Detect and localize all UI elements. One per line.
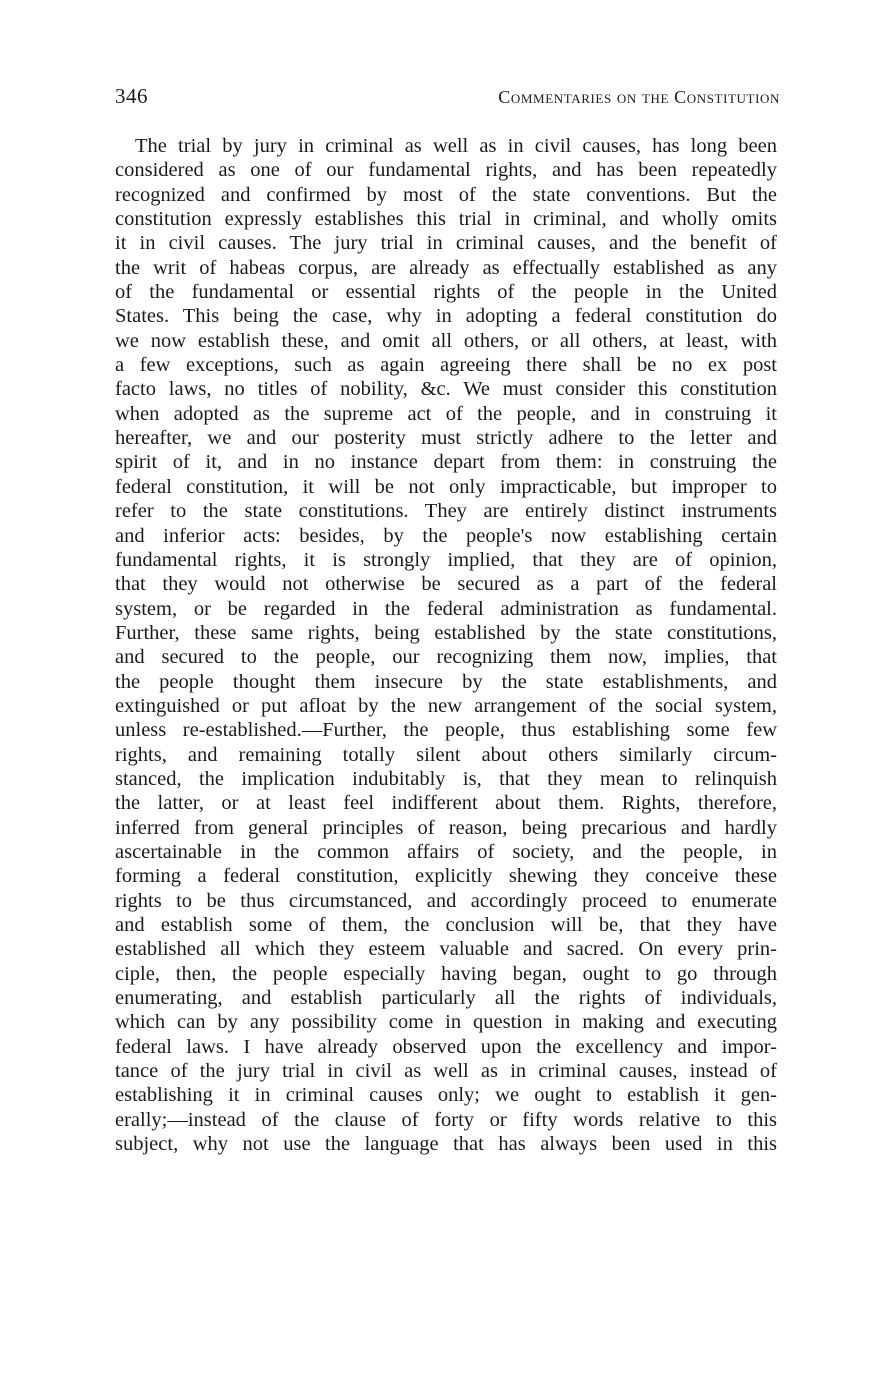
text-line: federal laws. I have already observed upon the excellency and impor- <box>115 1035 777 1058</box>
text-line: constitution expressly establishes this trial in criminal, and wholly omits <box>115 208 777 231</box>
text-line: inferred from general principles of reason, being precarious and hardly <box>115 816 777 839</box>
text-line: of the fundamental or essential rights of the people in the United <box>115 281 777 304</box>
text-line: and inferior acts: besides, by the people's now establishing certain <box>115 524 777 547</box>
text-line: ascertainable in the common affairs of society, and the people, in <box>115 840 777 863</box>
text-line: federal constitution, it will be not only impracticable, but improper to <box>115 475 777 498</box>
text-line: which can by any possibility come in question in making and executing <box>115 1011 777 1034</box>
text-line: Further, these same rights, being established by the state constitutions, <box>115 621 777 644</box>
text-line: rights, and remaining totally silent about others similarly circum- <box>115 743 777 766</box>
page-number: 346 <box>115 84 148 108</box>
text-line: subject, why not use the language that has always been used in this <box>115 1133 777 1156</box>
text-line: established all which they esteem valuable and sacred. On every prin- <box>115 938 777 961</box>
text-line: spirit of it, and in no instance depart from them: in construing the <box>115 451 777 474</box>
text-line: stanced, the implication indubitably is, that they mean to relinquish <box>115 767 777 790</box>
text-line: we now establish these, and omit all others, or all others, at least, with <box>115 329 777 352</box>
text-line: forming a federal constitution, explicitly shewing they conceive these <box>115 865 777 888</box>
text-line: ciple, then, the people especially having began, ought to go through <box>115 962 777 985</box>
text-line: tance of the jury trial in civil as well as in criminal causes, instead of <box>115 1060 777 1083</box>
text-line: the people thought them insecure by the state establishments, and <box>115 670 777 693</box>
text-line: erally;—instead of the clause of forty or fifty words relative to this <box>115 1108 777 1131</box>
text-line: considered as one of our fundamental rights, and has been repeatedly <box>115 159 777 182</box>
text-line: that they would not otherwise be secured as a part of the federal <box>115 573 777 596</box>
text-line: fundamental rights, it is strongly implied, that they are of opinion, <box>115 548 777 571</box>
text-line: States. This being the case, why in adopting a federal constitution do <box>115 305 777 328</box>
text-line: and establish some of them, the conclusion will be, that they have <box>115 914 777 936</box>
text-line: the writ of habeas corpus, are already as effectually established as any <box>115 256 777 279</box>
body-paragraph <box>115 134 777 1156</box>
text-line: system, or be regarded in the federal administration as fundamental. <box>115 597 777 620</box>
text-line: extinguished or put afloat by the new arrangement of the social system, <box>115 694 777 717</box>
running-title: Commentaries on the Constitution <box>498 87 780 107</box>
text-line: facto laws, no titles of nobility, &c. We must consider this constitution <box>115 378 777 401</box>
text-line: when adopted as the supreme act of the people, and in construing it <box>115 402 777 425</box>
text-line: recognized and confirmed by most of the state conventions. But the <box>115 183 777 206</box>
text-line: enumerating, and establish particularly all the rights of individuals, <box>115 987 777 1010</box>
text-line: refer to the state constitutions. They are entirely distinct instruments <box>115 500 777 523</box>
text-line: and secured to the people, our recognizing them now, implies, that <box>115 646 777 669</box>
text-line: hereafter, we and our posterity must strictly adhere to the letter and <box>115 427 777 450</box>
text-line: The trial by jury in criminal as well as in civil causes, has long been <box>135 135 777 157</box>
text-line: establishing it in criminal causes only; we ought to establish it gen- <box>115 1084 777 1107</box>
text-line: unless re-established.—Further, the people, thus establishing some few <box>115 719 777 742</box>
text-line: it in civil causes. The jury trial in criminal causes, and the benefit of <box>115 232 777 255</box>
text-line: the latter, or at least feel indifferent about them. Rights, therefore, <box>115 792 777 815</box>
text-line: a few exceptions, such as again agreeing there shall be no ex post <box>115 354 777 377</box>
text-line: rights to be thus circumstanced, and accordingly proceed to enumerate <box>115 889 777 912</box>
